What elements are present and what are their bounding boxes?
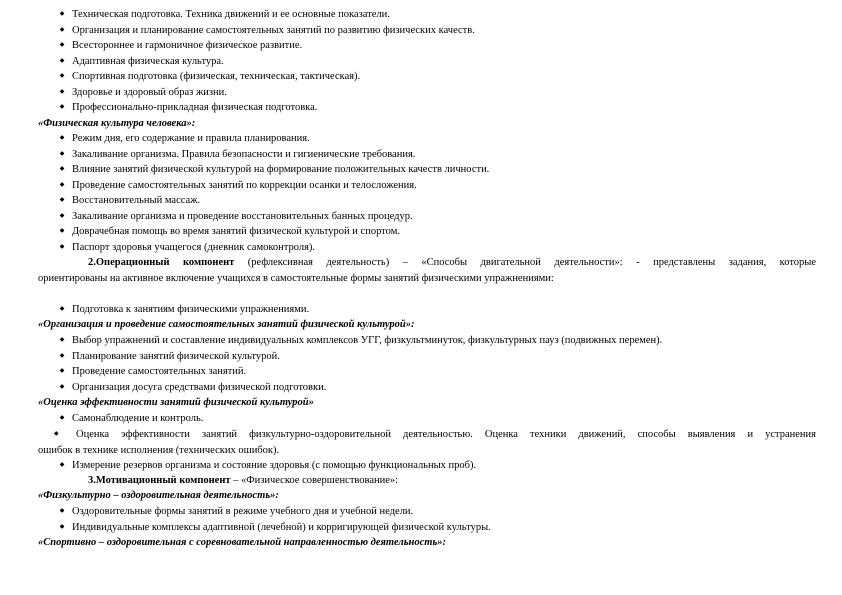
bullet-icon: ◆ xyxy=(59,415,65,421)
bullet-icon: ◆ xyxy=(59,73,65,79)
bullet-icon: ◆ xyxy=(59,104,65,110)
bullet-icon: ◆ xyxy=(59,353,65,359)
list-item-multiline xyxy=(38,427,816,458)
bullet-icon: ◆ xyxy=(59,11,65,17)
bullet-icon: ◆ xyxy=(59,228,65,234)
component-paragraph: 3.Мотивационный компонент – «Физическое совершенствование»: xyxy=(88,475,399,486)
bullet-icon: ◆ xyxy=(59,42,65,48)
paragraph-line: ошибок в технике исполнения (технических ошибок). xyxy=(38,444,280,456)
bullet-icon: ◆ xyxy=(59,384,65,390)
bullet-icon: ◆ xyxy=(59,244,65,250)
bullet-icon: ◆ xyxy=(59,58,65,64)
paragraph-line: Оценка эффективности занятий физкультурно-оздоровительной деятельностью. Оценка техники движений, способы выявления и устранения xyxy=(76,429,816,440)
document-page: ◆ Техническая подготовка. Техника движений и ее основные показатели. ◆ Организация и планирование самостоятельных занятий по развитию физических качеств. ◆ Всестороннее и гармоничное физическое развитие. ◆ Адаптивная физическая культура. ◆ Спортивная подготовка (физическая, техническая, тактическая). ◆ Здоровье и здоровый образ жизни. ◆ Профессионально-прикладная физическая подготовка. «Физическая культура человека»: ◆ Режим дня, его содержание и правила планирования. ◆ Закаливание организма. Правила безопасности и гигиенические требования. ◆ Влияние занятий физической культурой на формирование положительных качеств личности. ◆ Проведение самостоятельных занятий по коррекции осанки и телосложения. ◆ Восстановительный массаж. ◆ Закаливание организма и проведение восстановительных банных процедур. ◆ Доврачебная помощь во время занятий физической культурой и спортом. ◆ Паспорт здоровья учащегося (дневник самоконтроля). 2.Операционный компонент (рефлексивная деятельность) – «Способы двигательной деятельности»: - представлены задания, которые ориентированы на активное включение учащихся в самостоятельные формы занятий физическими упражнениями: ◆ Подготовка к занятиям физическими упражнениями. «Организация и проведение самостоятельных занятий физической культурой»: ◆ Выбор упражнений и составление индивидуальных комплексов УГГ, физкультминуток, физкультурных пауз (подвижных перемен). ◆ Планирование занятий физической культурой. ◆ Проведение самостоятельных занятий. ◆ Организация досуга средствами физической подготовки. «Оценка эффективности занятий физической культурой» ◆ Самонаблюдение и контроль. ◆ Оценка эффективности занятий физкультурно-оздоровительной деятельностью. Оценка техники движений, способы выявления и устранения ошибок в технике исполнения (технических ошибок). ◆ Измерение резервов организма и состояние здоровья (с помощью функциональных проб). 3.Мотивационный компонент – «Физическое совершенствование»: «Физкультурно – оздоровительная деятельность»: ◆ Оздоровительные формы занятий в режиме учебного дня и учебной недели. ◆ Индивидуальные комплексы адаптивной (лечебной) и корригирующей физической культуры. «Спортивно – оздоровительная с соревновательной направленностью деятельность»: xyxy=(0,0,842,595)
bullet-icon: ◆ xyxy=(59,27,65,33)
bullet-icon: ◆ xyxy=(59,368,65,374)
bullet-icon: ◆ xyxy=(59,337,65,343)
bullet-icon: ◆ xyxy=(59,135,65,141)
bullet-icon: ◆ xyxy=(59,166,65,172)
section-heading: «Спортивно – оздоровительная с соревновательной направленностью деятельность»: xyxy=(38,537,446,548)
section-heading: «Оценка эффективности занятий физической культурой» xyxy=(38,397,314,408)
bullet-icon: ◆ xyxy=(59,462,65,468)
bullet-icon: ◆ xyxy=(59,524,65,530)
bullet-icon: ◆ xyxy=(54,431,59,437)
paragraph-line: ориентированы на активное включение учащихся в самостоятельные формы занятий физическими упражнениями: xyxy=(38,272,554,284)
section-heading: «Организация и проведение самостоятельных занятий физической культурой»: xyxy=(38,319,415,330)
bullet-icon: ◆ xyxy=(59,306,65,312)
component-title: Мотивационный компонент xyxy=(95,475,231,486)
component-title: Операционный компонент xyxy=(95,257,235,268)
bullet-icon: ◆ xyxy=(59,182,65,188)
bullet-icon: ◆ xyxy=(59,508,65,514)
section-heading: «Физическая культура человека»: xyxy=(38,118,196,129)
bullet-icon: ◆ xyxy=(59,213,65,219)
bullet-icon: ◆ xyxy=(59,197,65,203)
bullet-icon: ◆ xyxy=(59,151,65,157)
bullet-icon: ◆ xyxy=(59,89,65,95)
section-heading: «Физкультурно – оздоровительная деятельность»: xyxy=(38,490,279,501)
paragraph-line: 2.Операционный компонент (рефлексивная деятельность) – «Способы двигательной деятельности»: - представлены задания, которые xyxy=(88,257,817,268)
component-paragraph xyxy=(38,255,816,286)
